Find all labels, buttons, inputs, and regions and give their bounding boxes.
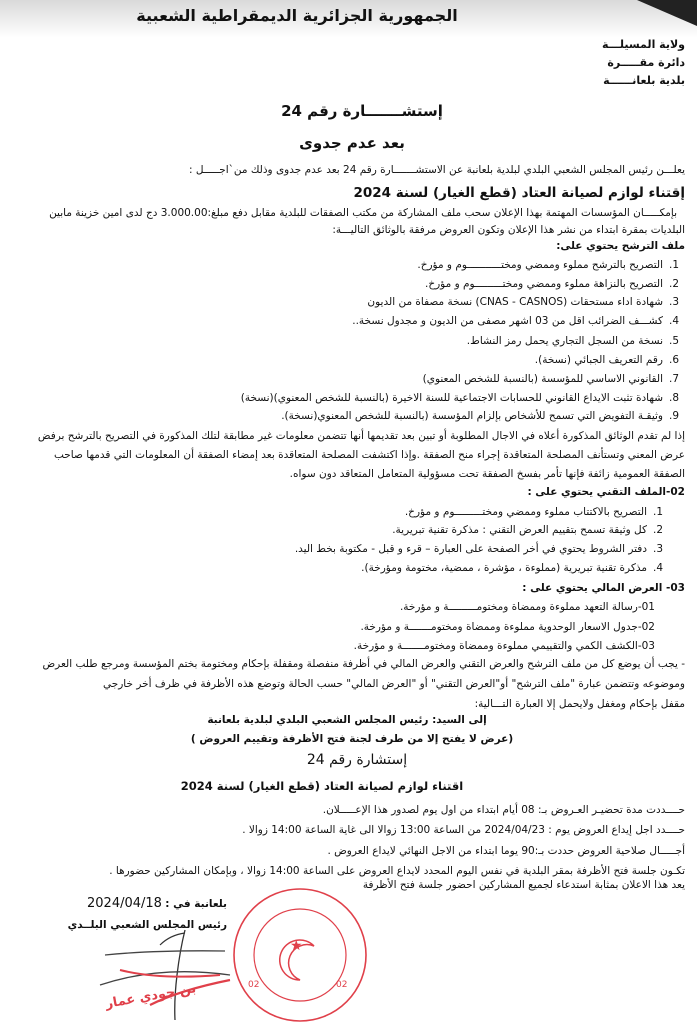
section1-heading: ملف الترشح يحتوي على:: [556, 240, 685, 252]
signature-name: بن جودي عمار: [104, 981, 198, 1012]
list-item: [241, 391, 685, 405]
availability-line: البلديات بمقرة ابتداء من نشر هذا الإعلان وتكون العروض مرفقة بالوثائق التاليـــة:: [332, 224, 685, 236]
list-item: [295, 542, 669, 556]
item-text: دفتر الشروط يحتوي في أخر الصفحة على العبارة – قرء و قبل - مكتوبة بخط اليد.: [294, 543, 647, 555]
address-to: إلى السيد: رئيس المجلس الشعبي البلدي لبلدية بلعانبة: [207, 714, 487, 726]
list-item: [392, 523, 669, 537]
item-number: 1.: [653, 506, 664, 518]
item-text: كشـــف الضرائب اقل من 03 اشهر مصفى من الديون و مجدول نسخة..: [352, 315, 663, 327]
item-text: وثيقـة التفويض التي تسمح للأشخاص بإلزام المؤسسة (بالنسبة للشخص المعنوي(نسخة).: [281, 410, 663, 422]
item-number: 8.: [669, 392, 680, 404]
item-number: 2.: [669, 278, 680, 290]
list-item: 01-رسالة التعهد مملوءة وممضاة ومختومـــــــــة و مؤرخة.: [399, 601, 655, 613]
item-number: 7.: [669, 373, 680, 385]
item-text: شهادة تثبت الايداع القانوني للحسابات الاجتماعية للسنة الاخيرة (بالنسبة للشخص المعنوي)(نسخة): [240, 392, 663, 404]
list-item: 03-الكشف الكمي والتقييمي مملوءة وممضاة ومختومـــــــة و مؤرخة.: [353, 640, 655, 652]
availability-line: بإمكـــــان المؤسسات المهتمة بهذا الإعلان سحب ملف المشاركة من مكتب الصفقات للبلدية مقابل دفع مبلغ:3.000.00 دج لدى امين خزينة مابين: [49, 207, 677, 219]
section3-heading: 03- العرض المالي يحتوي على :: [522, 582, 685, 594]
wilaya: ولاية المسيلـــة: [601, 38, 685, 51]
item-text: التصريح بالاكتتاب مملوء وممضي ومختـــــــــوم و مؤرخ.: [404, 506, 647, 518]
item-text: كل وثيقة تسمح بتقييم العرض التقني : مذكرة تقنية تبريرية.: [392, 524, 647, 536]
term-line: أجـــــال صلاحية العروض حددت بـ:90 يوما ابتداء من الاجل النهائي لايداع العروض .: [327, 845, 685, 857]
consultation-title: إستشـــــــارة رقم 24: [281, 102, 443, 120]
star-icon: ★: [290, 938, 303, 954]
official-stamp: [230, 885, 370, 1025]
item-number: 4.: [653, 562, 664, 574]
signature: [60, 925, 240, 1025]
item-number: 2.: [653, 524, 664, 536]
item-text: نسخة من السجل التجاري يحمل رمز النشاط.: [466, 335, 663, 347]
item-number: 9.: [669, 410, 680, 422]
item-number: 6.: [669, 354, 680, 366]
commune: بلدية بلعانــــــة: [603, 74, 685, 87]
date: 2024/04/18: [87, 896, 162, 911]
envelope-line: مقفل بإحكام ومغفل ولايحمل إلا العبارة التـــالية:: [474, 698, 685, 710]
scan-corner: [637, 0, 697, 26]
list-item: [423, 372, 685, 386]
envelope-line: وموضوعه وتتضمن عبارة "ملف الترشح" أو"العرض التقني" أو "العرض المالي" حسب الحالة وتوضع هذه الأظرفة في ظرف أخر خارجي: [102, 678, 685, 690]
list-item: 02-جدول الاسعار الوحدوية مملوءة وممضاة ومختومـــــــة و مؤرخة.: [360, 621, 655, 633]
list-item: [405, 505, 669, 519]
signatory: رئيس المجلس الشعبي البلــدي: [67, 919, 227, 931]
stamp-number: 02: [336, 980, 348, 990]
item-number: 1.: [669, 259, 680, 271]
warning-line: عرض المعني وتستأنف المصلحة المتعاقدة إجراء منح الصفقة .وإذا اكتشفت المصلحة المتعاقدة بعد إمضاء الصفقة أن المعلومات التي قدمها صاحب: [54, 449, 685, 461]
warning-line: إذا لم تقدم الوثائق المذكورة أعلاه في الاجال المطلوبة أو تبين بعد تقديمها أنها تتضمن معلومات غير مطابقة لتلك المذكورة في التصريح بالترشح برفض: [37, 430, 685, 442]
item-text: مذكرة تقنية تبريرية (مملوءة ، مؤشرة ، ممضية، مختومة ومؤرخة).: [361, 562, 647, 574]
list-item: [281, 409, 685, 423]
address-consultation: إستشارة رقم 24: [306, 752, 408, 768]
date-line: [87, 897, 227, 911]
list-item: [535, 353, 685, 367]
item-text: التصريح بالنزاهة مملوء وممضي ومختـــــــــوم و مؤرخ.: [425, 278, 663, 290]
object-title: إقتناء لوازم لصيانة العتاد (قطع الغيار) لسنة 2024: [353, 185, 685, 201]
item-text: رقم التعريف الجبائي (نسخة).: [534, 354, 663, 366]
republic-heading: الجمهورية الجزائرية الديمقراطية الشعبية: [136, 6, 458, 25]
subtitle: بعد عدم جدوى: [299, 134, 405, 152]
section2-heading: 02-الملف التقني يحتوي على :: [527, 486, 685, 498]
term-line: حــــددت مدة تحضيـر العـروض بـ: 08 أيام ابتداء من اول يوم لصدور هذا الإعـــــلان.: [322, 804, 685, 816]
list-item: [417, 258, 685, 272]
item-number: 3.: [669, 296, 680, 308]
item-text: التصريح بالترشح مملوء وممضي ومختـــــــــــوم و مؤرخ.: [417, 259, 663, 271]
item-number: 3.: [653, 543, 664, 555]
term-line: حــــدد اجل إيداع العروض يوم : 2024/04/23 من الساعة 13:00 زوالا الى غاية الساعة 14:00 زوالا .: [242, 824, 685, 836]
item-text: شهادة اداء مستحقات (CNAS - CASNOS) نسخة مصفاة من الديون: [367, 296, 663, 308]
warning-line: الصفقة العمومية زائفة فإنها تأمر بفسخ الصفقة تحت مسؤولية المتعامل المتعاقد دون سواه.: [289, 468, 685, 480]
address-object: اقتناء لوازم لصيانة العتاد (قطع الغيار) لسنة 2024: [180, 779, 464, 793]
address-note: (عرض لا يفتح إلا من طرف لجنة فتح الأظرفة وتقييم العروض ): [190, 733, 514, 745]
item-text: القانوني الاساسي للمؤسسة (بالنسبة للشخص المعنوي): [422, 373, 663, 385]
stamp-number: 02: [248, 980, 260, 990]
daira: دائرة مقـــــرة: [607, 56, 685, 69]
intro: يعلـــن رئيس المجلس الشعبي البلدي لبلدية بلعانبة عن الاستشـــــــارة رقم 24 بعد عدم جدوى وذلك من`اجـــــل :: [189, 164, 685, 176]
envelope-line: - يجب أن يوضع كل من ملف الترشح والعرض التقني والعرض المالي في أظرفة منفصلة ومقفلة بإحكام ومختومة بختم المؤسسة ومرجع طلب العرض: [42, 658, 685, 670]
list-item: [352, 314, 685, 328]
list-item: [361, 561, 669, 575]
list-item: [467, 334, 685, 348]
list-item: [425, 277, 685, 291]
item-number: 5.: [669, 335, 680, 347]
item-number: 4.: [669, 315, 680, 327]
list-item: [367, 295, 685, 309]
term-line: يعد هذا الاعلان بمثابة استدعاء لجميع المشاركين احضور جلسة فتح الأظرفة: [362, 879, 685, 891]
place-label: بلعانبة في :: [165, 898, 227, 910]
term-line: تكـون جلسة فتح الأظرفة بمقر البلدية في نفس اليوم المحدد لايداع العروض على الساعة 14:00 زوالا ، وبإمكان المشاركين حضورها .: [109, 865, 685, 877]
